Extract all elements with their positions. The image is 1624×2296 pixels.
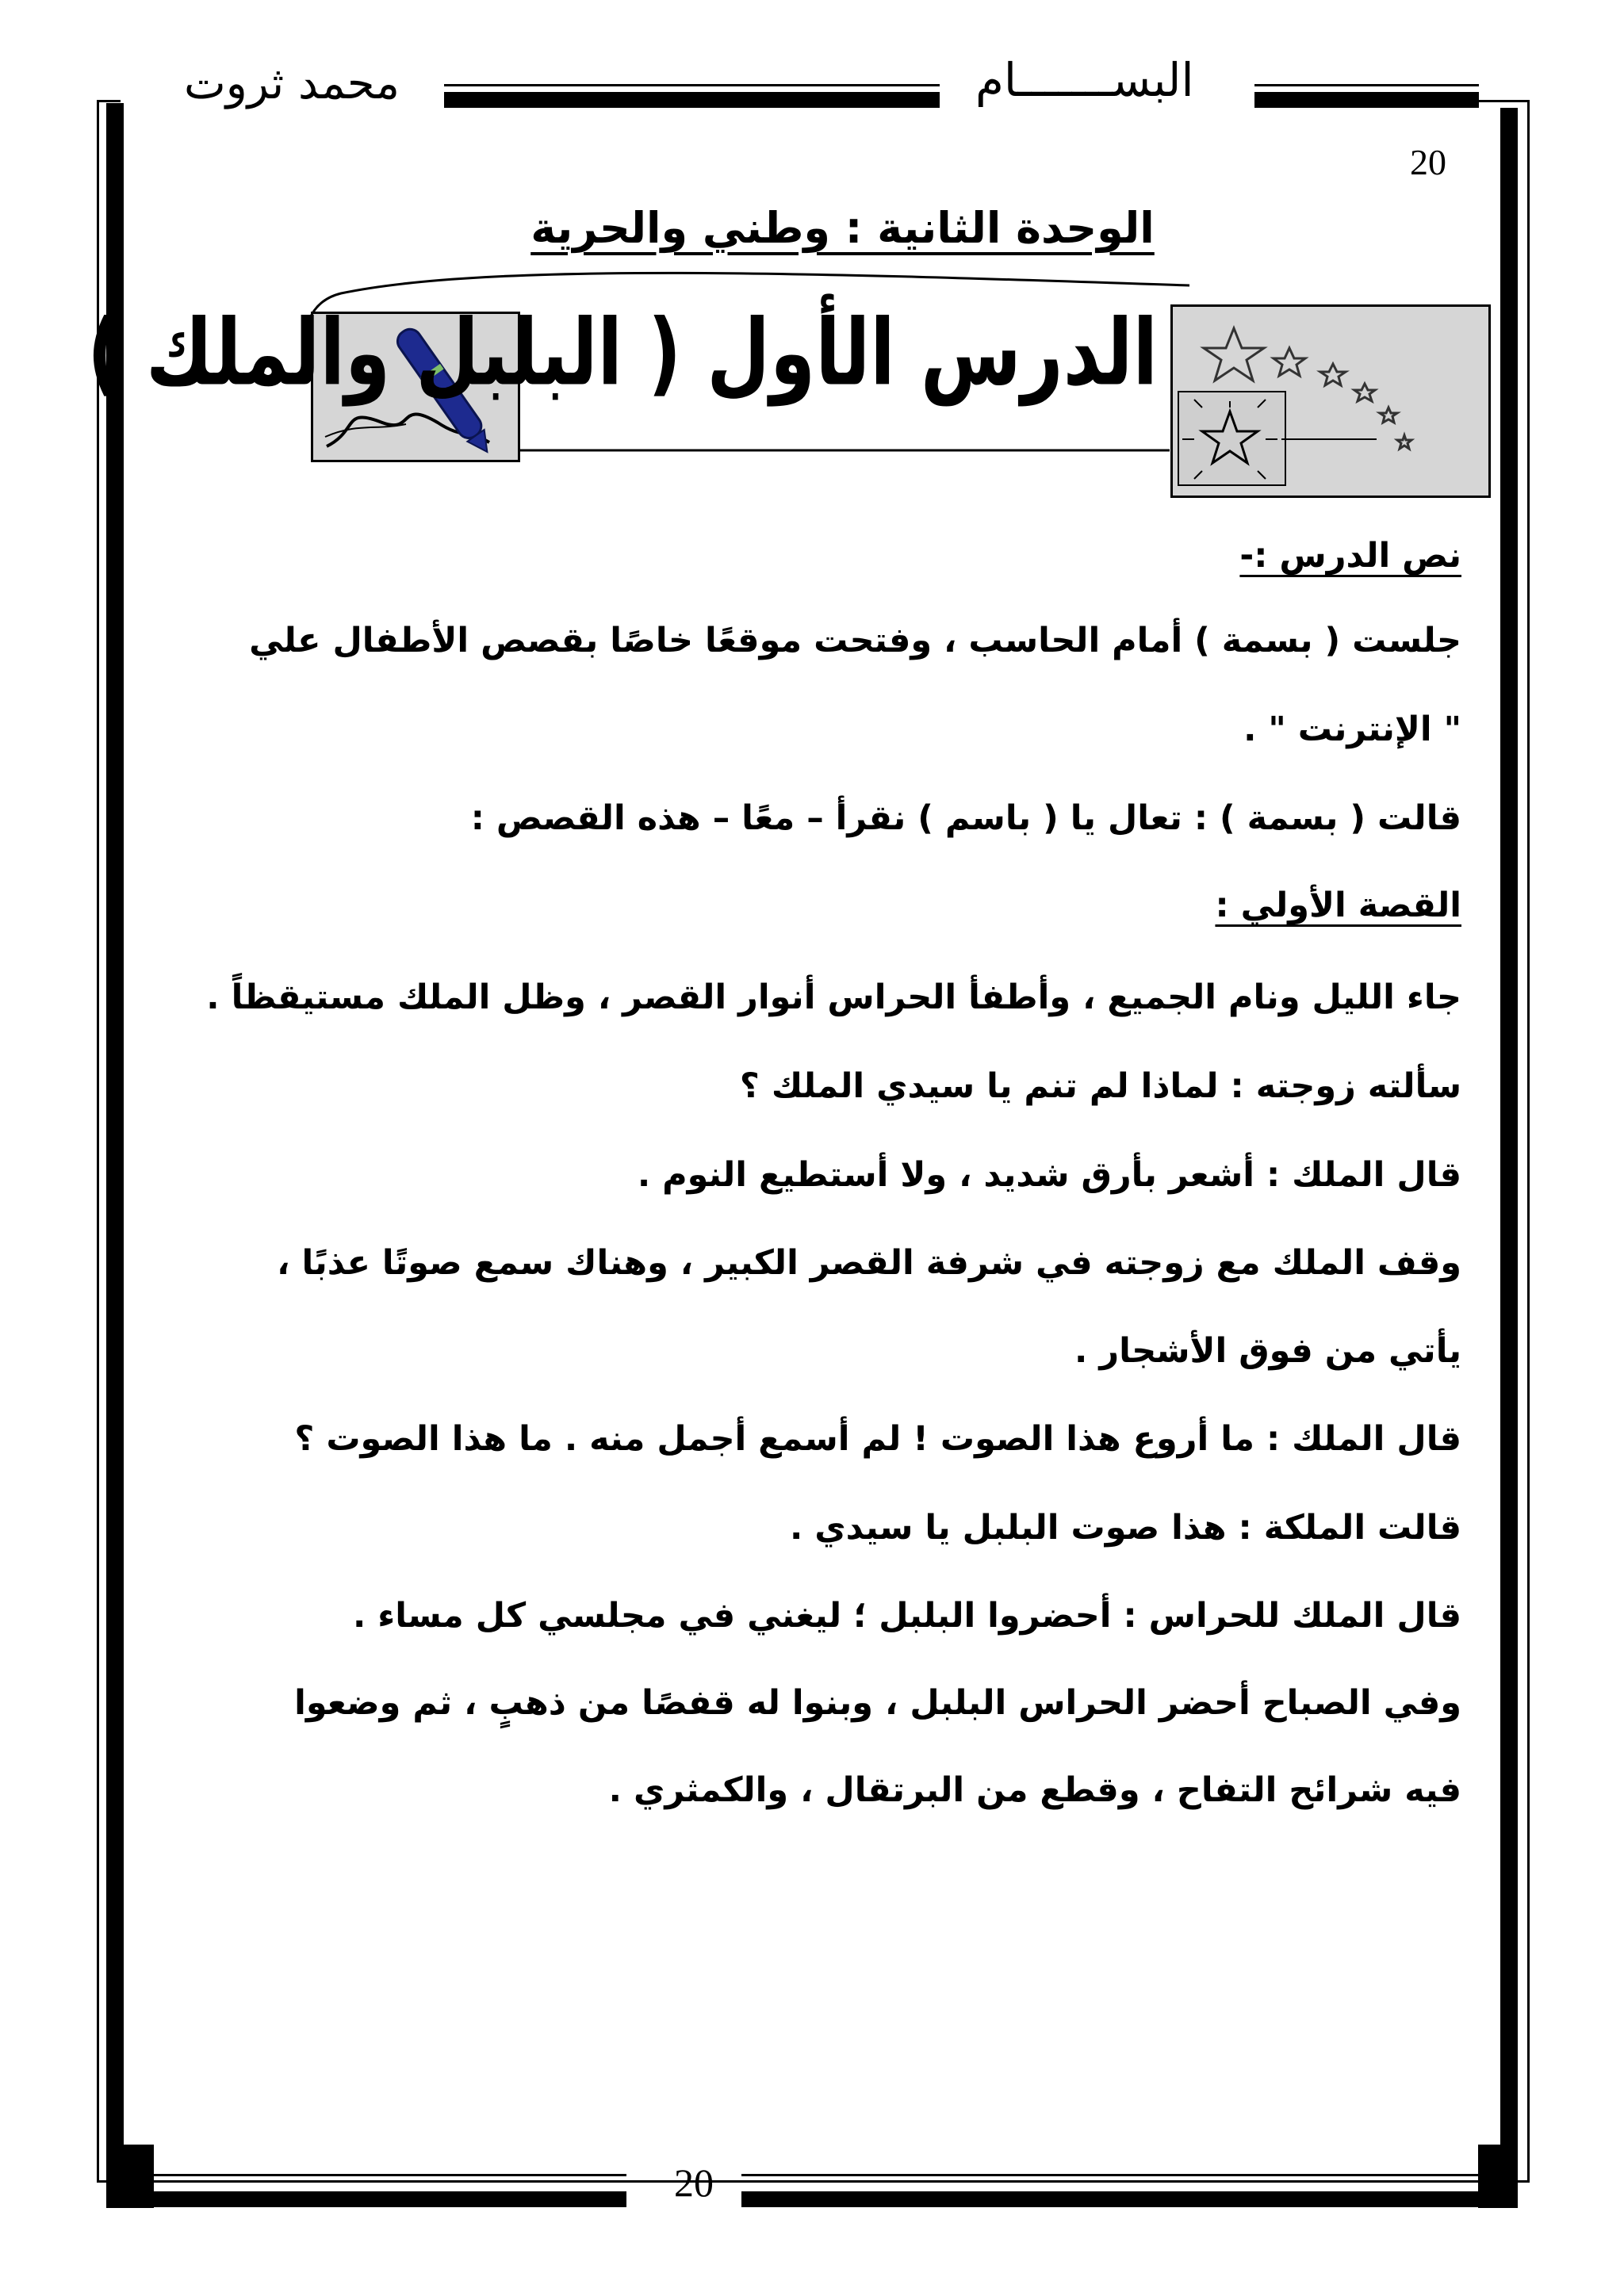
text-line: قالت الملكة : هذا صوت البلبل يا سيدي . — [789, 1508, 1461, 1548]
text-line: قال الملك : أشعر بأرق شديد ، ولا أستطيع النوم . — [637, 1155, 1461, 1195]
footer-page-number: 20 — [674, 2160, 714, 2205]
lesson-text-heading: نص الدرس :- — [1239, 536, 1461, 576]
header-author: محمد ثروت — [184, 58, 400, 109]
frame-bottom-line-outer — [97, 2180, 1530, 2183]
text-line: وقف الملك مع زوجته في شرفة القصر الكبير ، وهناك سمع صوتًا عذبًا ، — [277, 1243, 1461, 1283]
text-line: فيه شرائح التفاح ، وقطع من البرتقال ، والكمثري . — [608, 1770, 1461, 1810]
text-line: وفي الصباح أحضر الحراس البلبل ، وبنوا له قفصًا من ذهبٍ ، ثم وضعوا — [294, 1683, 1461, 1723]
text-line: قالت ( بسمة ) : تعال يا ( باسم ) نقرأ – معًا – هذه القصص : — [470, 798, 1461, 838]
frame-bottom-corner-right — [1478, 2145, 1518, 2208]
header-brand: البســـــــام — [975, 53, 1194, 107]
frame-bottom-bar-left — [151, 2191, 626, 2207]
text-line: يأتي من فوق الأشجار . — [1074, 1331, 1461, 1371]
stars-image — [1170, 304, 1491, 498]
lesson-title: الدرس الأول ( البلبل والملك ) — [86, 300, 1158, 406]
frame-bottom-line-right — [741, 2174, 1483, 2176]
text-line: سألته زوجته : لماذا لم تنم يا سيدي الملك ؟ — [739, 1066, 1461, 1106]
text-line: " الإنترنت " . — [1243, 710, 1461, 749]
unit-title: الوحدة الثانية : وطني والحرية — [530, 203, 1155, 253]
story-heading: القصة الأولي : — [1215, 886, 1461, 925]
frame-bottom-line-left — [151, 2174, 626, 2176]
header-page-number: 20 — [1410, 142, 1446, 182]
text-line: جلست ( بسمة ) أمام الحاسب ، وفتحت موقعًا خاصًا بقصص الأطفال علي — [249, 621, 1461, 660]
frame-bottom-bar-right — [741, 2191, 1483, 2207]
text-line: جاء الليل ونام الجميع ، وأطفأ الحراس أنوار القصر ، وظل الملك مستيقظاً . — [206, 978, 1461, 1017]
text-line: قال الملك : ما أروع هذا الصوت ! لم أسمع أجمل منه . ما هذا الصوت ؟ — [294, 1419, 1461, 1459]
frame-bottom-corner-left — [106, 2145, 154, 2208]
text-line: قال الملك للحراس : أحضروا البلبل ؛ ليغني في مجلسي كل مساء . — [352, 1596, 1461, 1636]
